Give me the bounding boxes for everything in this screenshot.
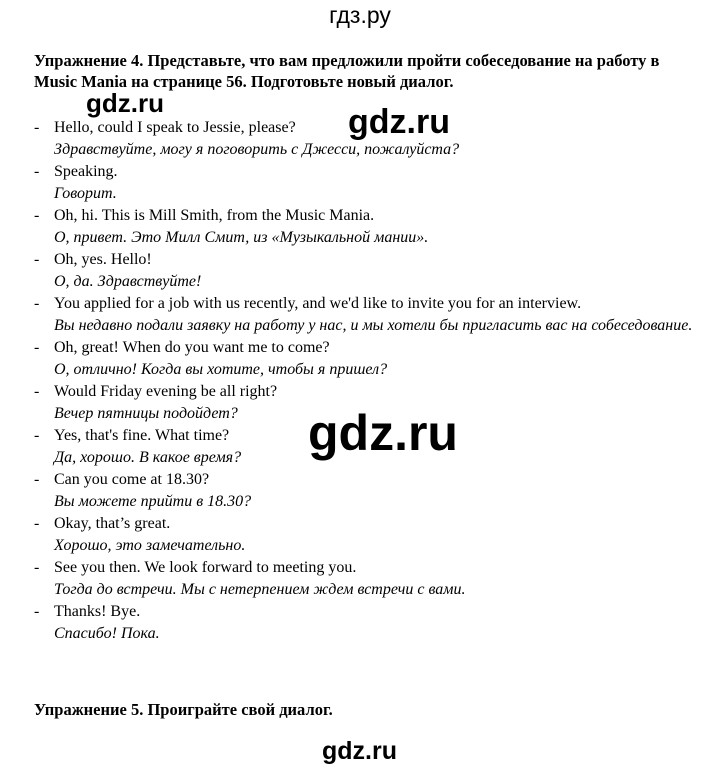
dialogue-list (34, 117, 694, 645)
watermark: gdz.ru (308, 405, 458, 461)
russian-translation: О, отлично! Когда вы хотите, чтобы я пришел? (54, 361, 388, 378)
dialogue-texts (54, 469, 694, 513)
dialogue-texts (54, 557, 694, 601)
english-line: Okay, that’s great. (54, 515, 171, 532)
watermark: gdz.ru (86, 88, 164, 118)
dialogue-line (34, 469, 694, 513)
dialogue-dash: - (34, 207, 40, 224)
dialogue-line (34, 293, 694, 337)
dialogue-dash: - (34, 559, 40, 576)
watermark: gdz.ru (348, 103, 450, 141)
dialogue-dash: - (34, 427, 40, 444)
english-line: Can you come at 18.30? (54, 471, 210, 488)
dialogue-dash: - (34, 471, 40, 488)
dialogue-dash: - (34, 163, 40, 180)
dialogue-texts (54, 337, 694, 381)
dialogue-line (34, 337, 694, 381)
dialogue-dash: - (34, 251, 40, 268)
english-line: Oh, hi. This is Mill Smith, from the Music Mania. (54, 207, 375, 224)
russian-translation: Спасибо! Пока. (54, 625, 160, 642)
site-header: гдз.ру (329, 2, 391, 28)
dialogue-line (34, 161, 694, 205)
russian-translation: О, да. Здравствуйте! (54, 273, 202, 290)
dialogue-line (34, 249, 694, 293)
dialogue-dash: - (34, 603, 40, 620)
russian-translation: Говорит. (54, 185, 117, 202)
dialogue-line (34, 601, 694, 645)
english-line: See you then. We look forward to meeting you. (54, 559, 357, 576)
english-line: Thanks! Bye. (54, 603, 141, 620)
russian-translation: Вечер пятницы подойдет? (54, 405, 238, 422)
dialogue-dash: - (34, 339, 40, 356)
english-line: Oh, yes. Hello! (54, 251, 152, 268)
dialogue-line (34, 513, 694, 557)
dialogue-texts (54, 249, 694, 293)
english-line: Would Friday evening be all right? (54, 383, 278, 400)
exercise-4-heading: Упражнение 4. Представьте, что вам предложили пройти собеседование на работу в Music Mania на странице 56. Подготовьте новый диалог. (34, 51, 660, 91)
dialogue-line (34, 557, 694, 601)
english-line: Speaking. (54, 163, 118, 180)
english-line: Hello, could I speak to Jessie, please? (54, 119, 296, 136)
dialogue-dash: - (34, 295, 40, 312)
dialogue-texts (54, 205, 694, 249)
russian-translation: Хорошо, это замечательно. (54, 537, 246, 554)
russian-translation: Вы недавно подали заявку на работу у нас, и мы хотели бы пригласить вас на собеседование. (54, 317, 693, 334)
russian-translation: Да, хорошо. В какое время? (54, 449, 242, 466)
russian-translation: Тогда до встречи. Мы с нетерпением ждем встречи с вами. (54, 581, 466, 598)
dialogue-dash: - (34, 383, 40, 400)
russian-translation: Здравствуйте, могу я поговорить с Джесси, пожалуйста? (54, 141, 460, 158)
dialogue-dash: - (34, 515, 40, 532)
dialogue-texts (54, 161, 694, 205)
dialogue-texts (54, 293, 694, 337)
dialogue-line (34, 205, 694, 249)
dialogue-dash: - (34, 119, 40, 136)
exercise-5-heading: Упражнение 5. Проиграйте свой диалог. (34, 700, 333, 719)
dialogue-texts (54, 601, 694, 645)
watermark: gdz.ru (322, 737, 397, 765)
english-line: Yes, that's fine. What time? (54, 427, 230, 444)
dialogue-texts (54, 513, 694, 557)
english-line: Oh, great! When do you want me to come? (54, 339, 330, 356)
russian-translation: Вы можете прийти в 18.30? (54, 493, 252, 510)
english-line: You applied for a job with us recently, and we'd like to invite you for an interview. (54, 295, 582, 312)
russian-translation: О, привет. Это Милл Смит, из «Музыкальной мании». (54, 229, 429, 246)
